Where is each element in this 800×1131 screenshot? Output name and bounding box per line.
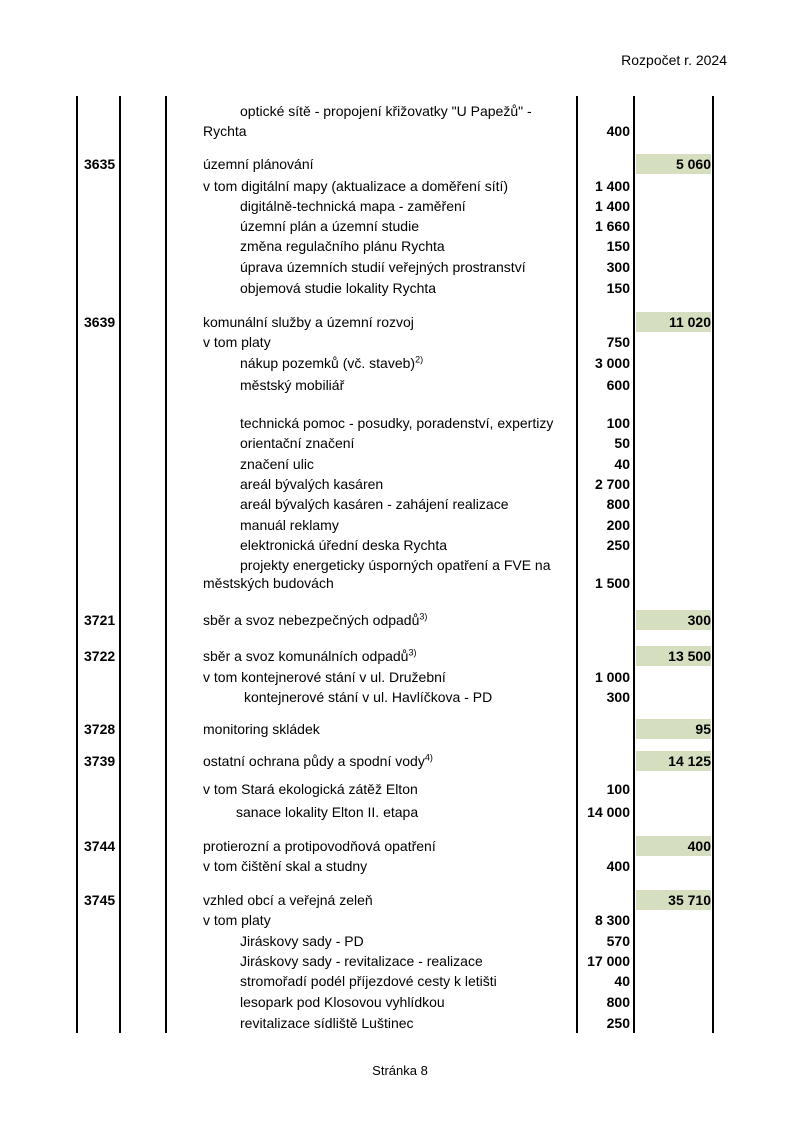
row-text [203,837,436,855]
footnote-mark: 3) [408,647,417,658]
row-text [240,1014,414,1032]
row-text [240,972,497,990]
row-amount: 8 300 [594,912,630,928]
row-text-label: manuál reklamy [240,517,339,533]
row-text [203,891,373,909]
row-text [240,475,383,493]
row-text-label: digitálně-technická mapa - zaměření [240,198,466,214]
row-text-label: Jiráskovy sady - revitalizace - realizace [240,953,483,969]
row-text-label: protierozní a protipovodňová opatření [203,838,436,854]
row-text-label: v tom kontejnerové stání v ul. Družební [203,669,446,685]
row-text [240,217,419,235]
row-text [240,414,553,432]
row-text-label: úprava územních studií veřejných prostranství [240,259,526,275]
row-text-label: lesopark pod Klosovou vyhlídkou [240,994,445,1010]
row-text-label: změna regulačního plánu Rychta [240,238,445,254]
row-code: 3639 [84,314,116,330]
row-text-label: v tom digitální mapy (aktualizace a doměření sítí) [203,178,509,194]
page-header-title: Rozpočet r. 2024 [621,52,727,68]
row-text [240,279,436,297]
row-text-label: v tom platy [203,334,271,350]
row-text [240,102,532,120]
row-amount: 1 400 [594,198,630,214]
row-amount: 150 [606,280,630,296]
row-text-label: nákup pozemků (vč. staveb) [240,355,416,371]
row-text-label: revitalizace sídliště Luštinec [240,1015,414,1031]
row-amount: 2 700 [594,476,630,492]
row-text [244,688,492,706]
row-amount: 100 [606,415,630,431]
row-amount: 17 000 [587,953,630,969]
table-column-divider [165,96,167,1033]
row-amount: 40 [614,456,630,472]
row-text [203,668,446,686]
row-text-label: elektronická úřední deska Rychta [240,537,447,553]
row-total: 11 020 [668,314,711,330]
row-text-label: areál bývalých kasáren [240,476,384,492]
row-text [240,354,423,372]
row-text [203,122,247,140]
row-text [240,516,339,534]
row-text-label: komunální služby a územní rozvoj [203,314,414,330]
row-text-label: projekty energeticky úsporných opatření a FVE na [240,557,551,573]
footnote-mark: 4) [424,752,433,763]
row-text-label: sběr a svoz komunálních odpadů [203,648,409,664]
row-total: 35 710 [668,892,711,908]
row-amount: 1 660 [594,218,630,234]
row-text [203,313,414,331]
row-text [203,574,334,592]
row-text-label: Rychta [203,123,247,139]
row-amount: 1 000 [594,669,630,685]
row-text [240,495,508,513]
row-text-label: optické sítě - propojení křižovatky "U Papežů" - [240,103,532,119]
row-text [240,536,447,554]
row-text [240,376,344,394]
row-text [203,752,433,770]
row-amount: 570 [606,933,630,949]
row-amount: 14 000 [587,804,630,820]
row-text-label: územní plán a územní studie [240,218,419,234]
row-text-label: vzhled obcí a veřejná zeleň [203,892,373,908]
row-text [240,952,483,970]
row-text [203,857,367,875]
row-text [203,647,416,665]
row-total: 95 [695,721,711,737]
row-amount: 1 500 [594,575,630,591]
row-amount: 750 [606,334,630,350]
row-text-label: kontejnerové stání v ul. Havlíčkova - PD [244,689,493,705]
row-amount: 150 [606,238,630,254]
row-text-label: orientační značení [240,435,355,451]
row-amount: 400 [606,858,630,874]
table-border-right [712,96,714,1033]
row-text [240,993,445,1011]
row-text [203,155,314,173]
footnote-mark: 3) [419,611,428,622]
row-text-label: v tom Stará ekologická zátěž Elton [203,781,418,797]
row-text-label: značení ulic [240,456,314,472]
row-total: 13 500 [668,648,711,664]
row-text-label: objemová studie lokality Rychta [240,280,437,296]
row-text-label: monitoring skládek [203,721,320,737]
row-text-label: městský mobiliář [240,377,345,393]
row-text-label: sběr a svoz nebezpečných odpadů [203,612,420,628]
row-text-label: sanace lokality Elton II. etapa [236,804,419,820]
row-text-label: v tom čištění skal a studny [203,858,368,874]
row-text [240,932,364,950]
row-text [240,258,526,276]
row-text-label: územní plánování [203,156,314,172]
row-amount: 300 [606,259,630,275]
row-code: 3744 [84,838,116,854]
row-text-label: Jiráskovy sady - PD [240,933,364,949]
row-text [240,434,354,452]
row-total: 300 [687,612,711,628]
row-text [240,237,445,255]
row-text [240,455,314,473]
row-total: 400 [687,838,711,854]
row-text [203,333,271,351]
row-code: 3721 [84,612,116,628]
row-text [203,911,271,929]
row-amount: 40 [614,973,630,989]
row-total: 5 060 [675,156,711,172]
row-text-label: ostatní ochrana půdy a spodní vody [203,753,425,769]
page-footer-number: Stránka 8 [372,1063,428,1078]
row-text-label: stromořadí podél příjezdové cesty k letišti [240,973,497,989]
row-text [203,780,418,798]
row-text [203,720,320,738]
row-text-label: areál bývalých kasáren - zahájení realizace [240,496,509,512]
row-code: 3745 [84,892,116,908]
row-text [203,177,508,195]
row-amount: 300 [606,689,630,705]
row-text-label: technická pomoc - posudky, poradenství, expertizy [240,415,554,431]
table-border-left [76,96,78,1033]
row-total: 14 125 [668,753,711,769]
row-code: 3728 [84,721,116,737]
row-amount: 50 [614,435,630,451]
row-amount: 800 [606,496,630,512]
row-amount: 250 [606,537,630,553]
row-amount: 250 [606,1015,630,1031]
row-text [203,611,427,629]
row-text [236,803,418,821]
table-column-divider [119,96,121,1033]
row-amount: 400 [606,123,630,139]
row-text [240,556,551,574]
row-amount: 100 [606,781,630,797]
row-text-label: v tom platy [203,912,271,928]
row-code: 3635 [84,156,116,172]
row-amount: 3 000 [594,355,630,371]
footnote-mark: 2) [415,354,424,365]
row-code: 3739 [84,753,116,769]
row-text-label: městských budovách [203,575,334,591]
row-text [240,197,466,215]
row-amount: 1 400 [594,178,630,194]
row-amount: 200 [606,517,630,533]
row-amount: 800 [606,994,630,1010]
row-amount: 600 [606,377,630,393]
row-code: 3722 [84,648,116,664]
